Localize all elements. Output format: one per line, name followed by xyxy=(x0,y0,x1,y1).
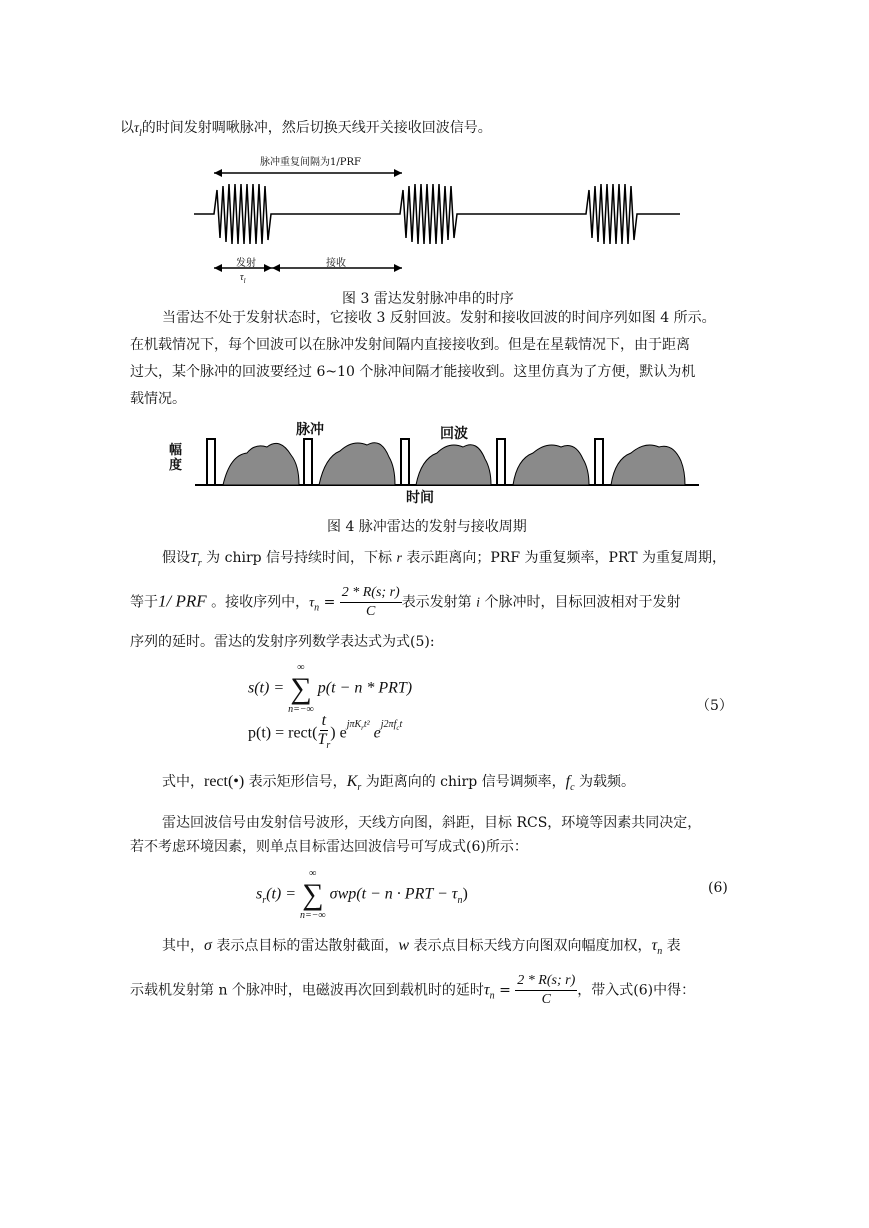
para6-equals: = xyxy=(499,982,511,999)
echo-blob-4 xyxy=(513,445,589,485)
Tr-sub: r xyxy=(197,557,202,569)
para6-f: ，带入式(6)中得： xyxy=(577,982,696,999)
eq5-t-den-sub: r xyxy=(326,740,331,752)
tx-tau-label xyxy=(240,272,246,285)
figure-4-caption: 图 4 脉冲雷达的发射与接收周期 xyxy=(327,519,527,535)
eq5-line2-rest: ) e xyxy=(330,724,347,742)
fig4-pulse-label: 脉冲 xyxy=(296,422,324,438)
eq5-line2-lhs: p(t) = rect( xyxy=(248,724,318,742)
sigma-symbol: σ xyxy=(204,937,212,954)
para5-line2: 若不考虑环境因素，则单点目标雷达回波信号可写成式(6)所示： xyxy=(130,839,528,855)
delay-fraction xyxy=(340,584,402,621)
w-symbol: w xyxy=(398,937,410,954)
eq5-exp2: j2πf xyxy=(380,719,397,731)
figure-3-caption: 图 3 雷达发射脉冲串的时序 xyxy=(342,291,514,307)
para2-line4: 载情况。 xyxy=(130,391,186,407)
equation-6 xyxy=(256,868,468,922)
para3-equals: = xyxy=(323,594,336,611)
eq5-t-frac xyxy=(317,712,330,755)
figure-4 xyxy=(169,415,705,507)
echo-blob-3 xyxy=(416,445,491,485)
eq5-exp1-sub: r xyxy=(361,724,364,733)
para6-c: 表示点目标天线方向图双向幅度加权， xyxy=(409,938,652,954)
rx-label: 接收 xyxy=(326,258,346,269)
para6-b: 表示点目标的雷达散射截面， xyxy=(211,938,399,954)
tau-symbol: τ xyxy=(134,121,140,136)
echo-blob-1 xyxy=(223,443,299,485)
para3-d: 等于 xyxy=(130,594,158,611)
delay-frac2-den: C xyxy=(541,992,551,1007)
fig4-xlabel: 时间 xyxy=(406,490,434,506)
para3-b: 为 chirp 信号持续时间，下标 xyxy=(201,550,397,566)
para6-a: 其中， xyxy=(162,938,204,954)
i-symbol: i xyxy=(476,595,481,611)
eq6-sum-top: ∞ xyxy=(309,868,317,879)
rx-arrow-right xyxy=(394,264,402,272)
eq5-t-num: t xyxy=(321,712,327,729)
para3-line3: 序列的延时。雷达的发射序列数学表达式为式(5): xyxy=(130,634,435,650)
fc-symbol: f xyxy=(565,773,571,790)
para5-line1: 雷达回波信号由发射信号波形，天线方向图，斜距，目标 RCS，环境等因素共同决定， xyxy=(162,815,702,831)
equation-5-number: （5） xyxy=(696,698,733,714)
fig4-echo-label: 回波 xyxy=(440,426,468,442)
tx-arrow-left xyxy=(214,264,222,272)
para4-c: 为距离向的 chirp 信号调频率， xyxy=(361,774,566,790)
eq5-exp2-sub: c xyxy=(396,724,400,733)
fc-sub: c xyxy=(570,781,575,793)
para3-c: 表示距离向；PRF 为重复频率，PRT 为重复周期， xyxy=(401,550,727,566)
eq6-lhs: s xyxy=(256,885,263,903)
para3-line2 xyxy=(130,584,680,623)
eq5-sum-top: ∞ xyxy=(297,662,305,673)
eq6-sum-bot: n=−∞ xyxy=(300,910,326,921)
para3-a: 假设 xyxy=(162,550,190,566)
para2-line1: 当雷达不处于发射状态时，它接收 3 反射回波。发射和接收回波的时间序列如图 4 所示。 xyxy=(162,310,716,326)
pulse-bar-2 xyxy=(304,439,312,485)
fig4-ylabel: 幅度 xyxy=(169,443,183,473)
pulse-waveform xyxy=(194,184,680,244)
echo-blob-5 xyxy=(611,445,685,485)
tx-tau-symbol: τ xyxy=(240,272,244,283)
delay-fraction-2 xyxy=(515,972,577,1009)
para2-line2: 在机载情况下，每个回波可以在脉冲发射间隔内直接接收到。但是在星载情况下，由于距离 xyxy=(130,337,690,353)
tau-n-symbol: τ xyxy=(309,595,315,611)
eq5-rhs: p(t − n * PRT) xyxy=(317,679,413,697)
eq5-lhs: s(t) = xyxy=(248,679,285,697)
tx-arrow-right xyxy=(264,264,272,272)
rect-symbol: rect(•) xyxy=(204,773,245,790)
eq5-sum-sym: ∑ xyxy=(290,672,312,705)
eq5-t-den: T xyxy=(317,731,327,748)
Kr-sub: r xyxy=(357,781,362,793)
tau-n-symbol-2: τ xyxy=(651,937,658,954)
tx-tau-sub: l xyxy=(243,277,246,285)
pulse-bar-5 xyxy=(595,439,603,485)
eq5-exp1: jπK xyxy=(346,719,362,731)
eq6-rhs-sub: n xyxy=(457,894,463,906)
para4-line xyxy=(162,772,635,798)
tau-n-sub: n xyxy=(314,602,320,614)
tau-n-sub-2: n xyxy=(657,945,663,957)
intro-pre: 以 xyxy=(120,120,134,136)
eq6-rhs: σwp(t − n · PRT − τ xyxy=(329,885,458,903)
Kr-symbol: K xyxy=(346,773,358,790)
para3-line1 xyxy=(162,548,726,574)
eq5-sum-bot: n=−∞ xyxy=(288,704,314,715)
para6-e: 示载机发射第 n 个脉冲时，电磁波再次回到载机时的延时 xyxy=(130,982,484,999)
para6-line2 xyxy=(130,972,695,1011)
eq5-sum xyxy=(288,662,314,716)
tau-n-sub-3: n xyxy=(489,990,495,1002)
tx-label: 发射 xyxy=(236,258,256,269)
eq6-sum-sym: ∑ xyxy=(302,878,324,911)
para3-e: 。接收序列中， xyxy=(206,594,310,611)
pri-arrow-left xyxy=(214,169,222,177)
pulse-train-diagram xyxy=(190,150,690,290)
intro-post: 的时间发射啁啾脉冲，然后切换天线开关接收回波信号。 xyxy=(141,120,492,136)
para6-line1 xyxy=(162,936,681,962)
r-symbol: r xyxy=(396,551,402,566)
tau-subscript: l xyxy=(139,127,142,139)
eq5-exp1-tail: t² xyxy=(363,719,370,731)
para6-d: 表 xyxy=(662,938,681,954)
pulse-bar-3 xyxy=(401,439,409,485)
Tr-symbol: T xyxy=(190,551,198,566)
para4-a: 式中， xyxy=(162,774,204,790)
eq6-rhs-tail: ) xyxy=(462,885,468,903)
delay-frac2-num: 2 * R(s; r) xyxy=(515,972,577,991)
intro-line xyxy=(120,118,492,144)
pri-arrow-right xyxy=(394,169,402,177)
para2-line3: 过大，某个脉冲的回波要经过 6~10 个脉冲间隔才能接收到。这里仿真为了方便，默认为机 xyxy=(130,364,696,380)
eq6-lhs-sub: r xyxy=(262,894,267,906)
eq6-sum xyxy=(300,868,326,922)
echo-blob-2 xyxy=(319,443,395,485)
equation-6-number: (6) xyxy=(708,880,728,896)
equation-5-line1 xyxy=(248,662,412,716)
pulse-bar-4 xyxy=(497,439,505,485)
rx-arrow-left xyxy=(272,264,280,272)
equation-5-line2 xyxy=(248,712,402,755)
eq5-exp2-tail: t xyxy=(399,719,403,731)
pulse-bar-1 xyxy=(207,439,215,485)
para3-f: 表示发射第 xyxy=(401,594,477,611)
eq6-lhs-tail: (t) = xyxy=(266,885,297,903)
eq5-e2: e xyxy=(369,724,381,742)
pri-label: 脉冲重复间隔为1/PRF xyxy=(260,157,361,168)
delay-frac-den: C xyxy=(366,604,376,619)
para3-g: 个脉冲时，目标回波相对于发射 xyxy=(480,594,681,611)
delay-frac-num: 2 * R(s; r) xyxy=(340,584,402,603)
figure-3 xyxy=(190,150,690,290)
para4-d: 为载频。 xyxy=(574,774,635,790)
one-over-prf: 1/ PRF xyxy=(158,591,207,611)
tau-n-symbol-3: τ xyxy=(483,981,490,999)
para4-b: 表示矩形信号， xyxy=(244,774,347,790)
